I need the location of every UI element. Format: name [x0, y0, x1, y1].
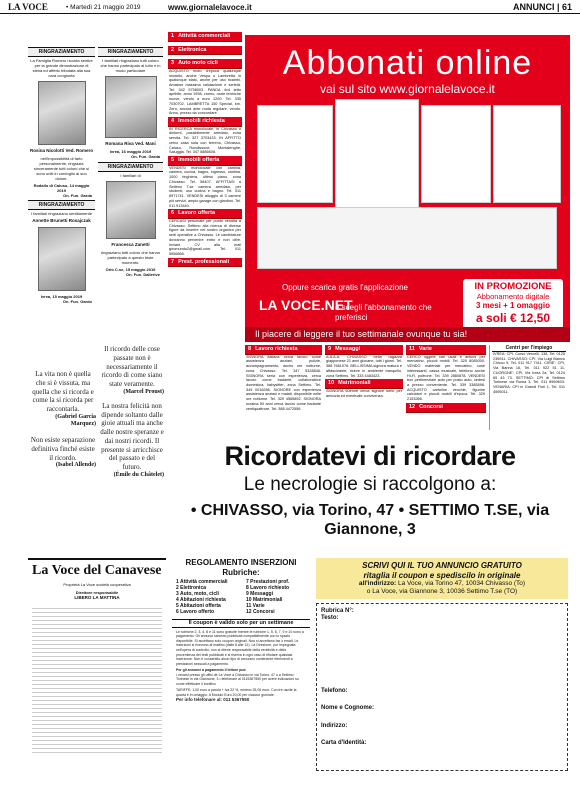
category-header: 11 Varie [406, 345, 486, 355]
centri-title: Centri per l'impiego [492, 345, 566, 352]
ad-text: CERCO oggetti vari usati e antichi per mercatino, piccoli mobili. Tel. 320 8085000. VENDO materiale per mercatino, cose interessanti, cassa musicale, telefono anche Hi-Fi, poltrone. Tel. 339 2880878. VENDESI box pertinenziale auto per posto auto, cedesi a prezzo conveniente. Tel. 339 3385598. ACQUISTO cartoline vecchie, figurine calciatori e piccoli mobili d'epoca. Tel. 329 2153266. [407, 354, 485, 402]
phone-field[interactable]: Telefono: [321, 688, 348, 695]
masthead-box [28, 558, 166, 790]
category-header: 2 Elettronica [168, 46, 242, 56]
necro-type: RINGRAZIAMENTO [28, 200, 95, 210]
masthead-owner: Proprietà La Voce società cooperativa [63, 581, 131, 587]
quote-author: (Isabel Allende) [55, 462, 96, 469]
necro-text: I familiari ringraziano sentitamente [31, 211, 92, 217]
coupon-box [316, 558, 568, 790]
necro-column-right [98, 47, 163, 278]
ad-text: SIGNORA 60enne cerca signore serio per amicizia ed eventuale convivenza. [326, 388, 402, 398]
notice-places: • CHIVASSO, via Torino, 47 • SETTIMO T.SE, via Giannone, 3 [190, 502, 550, 539]
necro-type: RINGRAZIAMENTO [28, 47, 95, 57]
reg-rubriche: Rubriche: [222, 567, 260, 577]
necrology-notice [165, 440, 575, 540]
lavoce-logo: LA VOCE.NET [259, 297, 353, 313]
promo-box[interactable]: IN PROMOZIONE Abbonamento digitale 3 mesi + 1 omaggio a soli € 12,50 [463, 279, 563, 329]
category-header: 12 Concorsi [406, 403, 486, 413]
necro-text: I familiari di [120, 173, 141, 179]
reg-title: REGOLAMENTO INSERZIONI [185, 558, 297, 567]
necro-type: RINGRAZIAMENTO [98, 47, 163, 57]
deceased-name: Annette Brunetti Rosajczak [32, 218, 91, 224]
deceased-photo [106, 181, 156, 239]
page-header [0, 0, 580, 14]
ad-text: ACQUISTO moto d'epoca qualunque modello, anche Vespa o Lambretta in qualunque stato, anche per uso ricambi. Amatore massima valutazione e serietà. Tel. 342 5758003. PANDA 4x4 tetto apribile, anno 1998, cromo, ruote termiche nuove, vendo a euro 1200. Tel. 335 7030702. LAMBRETTA 150 Special, km. Zero, ancora ante ruota regolare, vendo. Anno, prezzo da concordare. [169, 68, 241, 116]
ad-text: SIGNORA italiana cerca lavoro come assistenza anziani, pulizie, accompagnamento, anche ore notturne, zona Chivasso. Tel. 347 5328846. SIGNORA seria con esperienza, cerca lavoro come badante, collaboratrice domestica, babysitter, zona Settimo. Tel. 349 0016286. SIGNORE con esperienza assistenza anziani e malati, disponibile nelle ore notturne. Tel. 329 4565892. SIGNORA ucraina 50 anni cerca lavoro come badante ventiquattrore. Tel. 388 4472556. [246, 354, 321, 411]
quote-text: La nostra felicità non dipende soltanto dalle gioie attuali ma anche dalle nostre speranze e dai nostri ricordi. Il presente si arricchisce del passato e del futuro. [100, 401, 164, 472]
regolamento-box [172, 558, 310, 790]
coupon-header: SCRIVI QUI IL TUO ANNUNCIO GRATUITO ritaglia il coupon e spediscilo in originale all'indirizzo: La Voce, via Torino 47, 10034 Chivasso (To) o La Voce, via Giannone 3, 10036 Settimo T.se (TO) [316, 558, 568, 599]
rubrica-field[interactable]: Rubrica N°: [321, 607, 354, 614]
newspaper-mockup [335, 99, 419, 209]
deceased-photo [38, 81, 86, 145]
masthead-fineprint [32, 605, 162, 755]
category-header: 10 Matrimoniali [325, 379, 403, 389]
category-header: 1 Attività commerciali [168, 32, 242, 42]
necro-type: RINGRAZIAMENTO [98, 162, 163, 172]
newspaper-mockup [493, 105, 561, 203]
necro-place: Ivrea, 15 maggio 2019 [40, 294, 83, 300]
classifieds-col-a [168, 32, 242, 427]
notice-title: Ricordatevi di ricordare [224, 441, 516, 471]
pay-title: Per gli annunci a pagamento il lettore può [176, 668, 246, 673]
banner-subtitle: vai sul sito www.giornalelavoce.it [320, 82, 495, 96]
category-header: 4 Immobili richiesta [168, 117, 242, 127]
deceased-photo [38, 227, 86, 291]
banner-app-line: Oppure scarica gratis l'applicazione [281, 283, 409, 292]
category-header: 6 Lavoro offerta [168, 209, 242, 219]
coupon-validity: Il coupon è valido solo per un settimane [172, 619, 310, 628]
pay-body: • recarsi presso gli uffici de La Voce a Chivasso in via Torino, 47 o a Settimo Torinese in via Giannone, 3 • telefonare al 0115367550 per avere indicazioni su come effettuare il bonifico [176, 672, 299, 686]
section-label: ANNUNCI | 61 [512, 2, 572, 12]
tariffe: TARIFFE: 1,00 euro a parola + Iva 22 %, minimo 25,00 euro. Con tre uscite la quarta è in omaggio. A Modulo Euro 20,00 per ciascun giornale. [176, 688, 297, 697]
necro-place: Rodallo di Caluso, 14 maggio 2019 [33, 182, 90, 193]
quote-author: (Gabriel Garcia Marquez) [55, 413, 96, 427]
reg-list-right: 7 Prestazioni prof. 8 Lavoro richiesto 9 Messaggi 10 Matrimoniali 11 Varie 12 Concorsi [246, 579, 290, 616]
classifieds-col-b [245, 345, 403, 430]
text-area[interactable] [321, 622, 563, 688]
notice-subtitle: Le necrologie si raccolgono a: [243, 474, 497, 496]
quotes-right [100, 345, 164, 479]
address-field[interactable]: Indirizzo: [321, 722, 348, 729]
necro-extra: nell'impossibilità di farlo personalmente, ringrazia sinceramente tutti coloro che si sono uniti in cordoglio al suo dolore. [33, 155, 90, 181]
info-phone: Per info telefonare al: 011 5367550 [176, 697, 250, 703]
issue-date: • Martedì 21 maggio 2019 [66, 4, 141, 11]
testo-field[interactable]: Testo: [321, 614, 339, 621]
id-card-field[interactable]: Carta d'Identità: [321, 739, 367, 746]
website-link[interactable]: www.giornalelavoce.it [168, 3, 252, 12]
quotes-left [30, 370, 96, 470]
quote-author: (Émile du Châtelet) [113, 471, 164, 478]
centri-text: IVREA: CPI, Corso Vercelli, 138, Tel. 0125 235911. CHIVASSO: CPI, Via Luigi Bianco Chicco 9, Tel. 011 917 7411. CIRIE': CPI, Via Banna 16, Tel. 011 922 51 11. CUORGNE': CPI, Via Ivrea 2a, Tel. 0124 65 43 73. SETTIMO: CPI di Settimo Torinese via Roma 3, Tel. 011 8969603. VENARIA: CPI in Grandi Fiori 1, Tel. 011 4595011. [493, 352, 565, 394]
banner-choose-line: e scegli l'abbonamento che preferisci [335, 303, 432, 322]
reg-list-left: 1 Attività commerciali 2 Elettronica 3 Auto, moto, cicli 4 Abitazioni richiesta 5 Abitazioni offerta 6 Lavoro offerto [176, 579, 228, 616]
funeral-home: On. Fun. Garda [131, 153, 160, 159]
newspaper-mockup [257, 105, 333, 203]
necro-text: I familiari ringraziano tutti coloro che hanno partecipato al lutto e in modo particolare [100, 58, 161, 73]
director-name: LIBERO LA MATTINA [74, 595, 120, 601]
ad-text: VENDESI monolocale con cantina, camera, cucina, bagno, ingresso, cantina. 1000 ringhiera, ultimo piano, zona Chivasso. Tel. 58407. AFFITTASI a Settimo T.se camera arredata, per studenti, uso cucina e bagno. Tel. 011 8971741. VENDESI alloggio di 3 camere più servizi, ampio garage con giardino. Tel. 011 913440. [169, 165, 241, 208]
ad-text: CERCASI personale per punto vendita a Chivasso. Settimo alla ricerca di diverse figure da inserire nel nostro organico per sedi operative a Chivasso. Le candidature dovranno pervenire entro e non oltre. Inviare CV alla mail giromundo2@gmail.com. Tel. 011 5556666. [169, 218, 241, 257]
quote-author: (Marcel Proust) [123, 388, 164, 395]
category-header: 9 Messaggi [325, 345, 403, 355]
deceased-name: Romana Riva Ved. Mani [105, 141, 156, 146]
quote-text: La vita non è quella che si è vissuta, ma quella che si ricorda e come la si ricorda per raccontarla. [32, 370, 94, 413]
funeral-home: On. Fun. Gardo [62, 299, 92, 305]
necro-column-left [28, 47, 95, 305]
director-label: Direttore responsabile [75, 589, 119, 595]
category-header: 5 Immobili offerta [168, 156, 242, 166]
reg-body: Le rubriche 2, 3, 4, 8 e 11 sono gratuite mentre le rubriche 1, 5, 6, 7, 9 e 10 sono a pagamento. Gli annunci saranno pubblicati compatibilmente con lo spazio disponibile. Si accettano solo coupon originali. Non si accettano fax o email. Le inserzioni si ricevono al mattino (dalle 8 alle 12). La Direzione, pur impegnata nell'opera di controllo, non si ritiene responsabile della veridicità e della provenienza dei testi pubblicati e si riserva in ogni caso di rifiutare qualsiasi inserzione. Non è consentito alcun tipo di annuncio contenente riferimenti a prestazioni sessuali a pagamento. [176, 629, 304, 666]
quote-text: Il ricordo delle cose passate non è necessariamente il ricordo di come siano state veramente. [101, 345, 163, 388]
deceased-name: Francesca Zanetti [111, 242, 150, 248]
name-field[interactable]: Nome e Cognome: [321, 705, 375, 712]
deceased-name: Rosina Nicolotti Ved. Romero [30, 148, 94, 153]
banner-bottom-strip: Il piacere di leggere il tuo settimanale ovunque tu sia! [245, 327, 570, 342]
deceased-photo [105, 76, 157, 138]
quote-text: Non esiste separazione definitiva finché esiste il ricordo. [30, 436, 96, 462]
coupon-form[interactable] [316, 603, 568, 771]
funeral-home: On. Fun. Dallerive [125, 272, 160, 278]
necro-place: Ivrea, 16 maggio 2019 [109, 148, 152, 154]
masthead-title: La Voce del Canavese [32, 563, 162, 578]
ad-text: A.A.A.A. CHIVASSO bella ragazza giapponese 21 anni giovane, tutti i giorni. Tel. 388 7681076. BELLISSIMA signora matura e affascinante, riceve in ambiente tranquillo, zona Settimo. Tel. 333 4483423. [326, 354, 402, 378]
category-header: 7 Prest. professionali [168, 258, 242, 268]
banner-title: Abbonati online [282, 44, 533, 82]
funeral-home: On. Fun. Garda [63, 192, 92, 198]
newspaper-mockup [421, 105, 491, 203]
subscription-banner[interactable] [245, 35, 570, 342]
necro-text: La Famiglia Romero ricorda sentire per la grande dimostrazione di stima ed affetto tributata alla sua cara congiunta [30, 58, 93, 78]
devices-illustration [257, 207, 557, 269]
category-header: 8 Lavoro richiesta [245, 345, 322, 355]
classifieds-col-c [406, 345, 566, 430]
ad-text: IN RICERCA monolocale, in Chivasso o dintorni, possibilmente arredato, zona servita. Tel. 327 3703433. IN AFFITTO cerco casa sola con terreno, Chivasso, Caluso, Rondissone, Montalenghe, Saluggia. Tel. 347 5886608. [169, 126, 241, 155]
necro-place: Orio C.se, 15 maggio 2019 [105, 267, 156, 273]
necro-extra: ringraziano tutti coloro che hanno partecipato a questo triste momento. [100, 250, 161, 266]
newspaper-title: LA VOCE [8, 2, 48, 12]
category-header: 3 Auto moto cicli [168, 59, 242, 69]
